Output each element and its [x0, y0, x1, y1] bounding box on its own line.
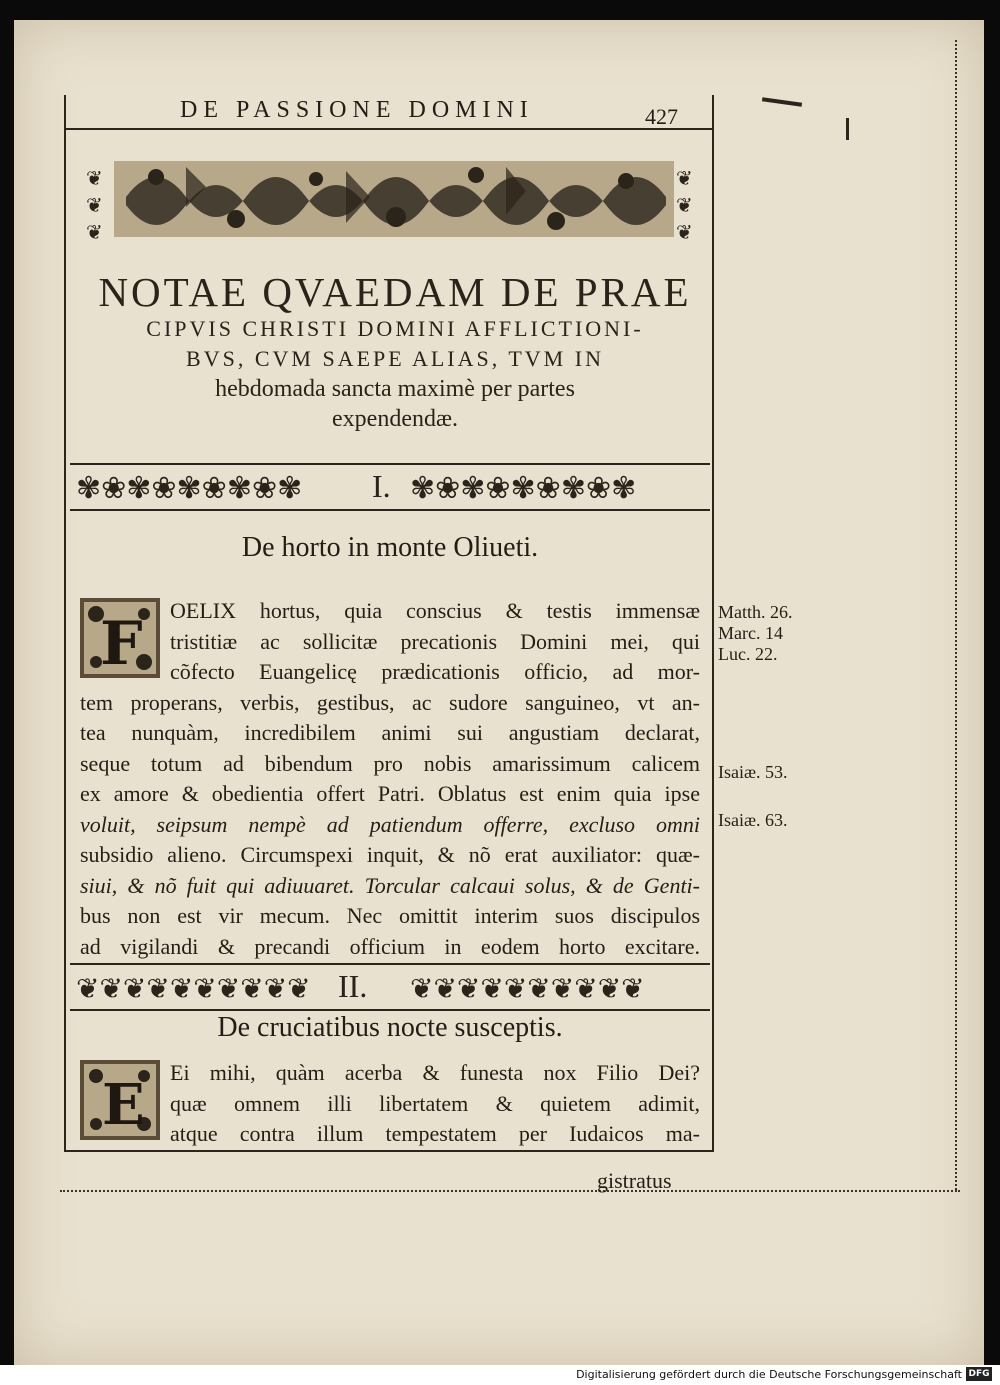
text-line: atque contra illum tempestatem per Iudaicos ma- [170, 1121, 700, 1146]
svg-text:✾❀✾❀✾❀✾❀✾: ✾❀✾❀✾❀✾❀✾ [410, 471, 637, 506]
title-line-3: BVS, CVM SAEPE ALIAS, TVM IN [186, 346, 604, 371]
text-line: tem properans, verbis, gestibus, ac sudore sanguineo, vt an- [80, 689, 700, 715]
chapter-title [70, 270, 720, 434]
decorated-initial-e [80, 1060, 160, 1140]
title-line-5: expendendæ. [332, 406, 458, 432]
title-line-4: hebdomada sancta maximè per partes [215, 376, 575, 402]
section-number-2: II. [332, 968, 373, 1005]
page-number: 427 [645, 104, 678, 129]
frame-rule-left [64, 95, 66, 1150]
section-number-1: I. [366, 468, 397, 505]
text-line: tristitiæ ac sollicitæ precationis Domini mei, qui [170, 628, 700, 654]
footer-credit: Digitalisierung gefördert durch die Deutsche Forschungsgemeinschaft [576, 1368, 962, 1381]
svg-text:❦: ❦ [676, 166, 693, 190]
text-line: tea nunquàm, incredibilem animi sui angustiam declarat, [80, 720, 700, 745]
outer-rule-bottom [60, 1190, 960, 1193]
svg-text:❦: ❦ [86, 193, 103, 217]
margin-tick [846, 118, 849, 140]
svg-text:❦❦❦❦❦❦❦❦❦❦: ❦❦❦❦❦❦❦❦❦❦ [76, 972, 311, 1005]
svg-text:❦: ❦ [676, 220, 693, 244]
text-line: voluit, seipsum nempè ad patiendum offerre, excluso omni [80, 811, 700, 837]
dfg-logo: DFG [966, 1367, 992, 1381]
decorated-initial-f [80, 598, 160, 678]
svg-text:F: F [100, 609, 143, 678]
text-line: siui, & nõ fuit qui adiuuaret. Torcular calcaui solus, & de Genti- [80, 872, 700, 898]
svg-text:❦: ❦ [86, 166, 103, 190]
section-heading-1: De horto in monte Oliueti. [241, 532, 539, 563]
text-line: Ei mihi, quàm acerba & funesta nox Filio Dei? [170, 1060, 700, 1085]
svg-text:❦: ❦ [676, 193, 693, 217]
running-head: DE PASSIONE DOMINI [180, 97, 534, 123]
text-line: OELIX hortus, quia conscius & testis immensæ [170, 598, 700, 623]
margin-note-gospels [718, 602, 793, 665]
ornamental-headpiece [86, 157, 696, 245]
frame-rule-top [64, 128, 714, 130]
ornamental-band-2 [70, 962, 710, 1012]
title-line-1: NOTAE QVAEDAM DE PRAE [98, 269, 692, 315]
text-line: cõfecto Euangelicę prædicationis officio, ad mor- [170, 659, 700, 684]
text-line: ex amore & obedientia offert Patri. Oblatus est enim quia ipse [80, 781, 700, 806]
section-heading-2: De cruciatibus nocte susceptis. [217, 1012, 563, 1043]
svg-text:❦: ❦ [86, 220, 103, 244]
title-line-2: CIPVIS CHRISTI DOMINI AFFLICTIONI- [146, 316, 644, 341]
margin-note-isaiah-53: Isaiæ. 53. [718, 762, 788, 782]
text-line: quæ omnem illi libertatem & quietem adimit, [170, 1090, 700, 1116]
outer-rule-right [955, 40, 958, 1190]
frame-rule-right [712, 95, 714, 1150]
text-line: seque totum ad bibendum pro nobis amarissimum calicem [80, 750, 700, 776]
text-line: subsidio alieno. Circumspexi inquit, & nõ erat auxiliator: quæ- [80, 842, 700, 867]
svg-text:E: E [102, 1072, 145, 1138]
section-body-2 [80, 1058, 700, 1150]
margin-note-line: Marc. 14 [718, 623, 783, 643]
margin-note-line: Luc. 22. [718, 644, 778, 664]
text-line: bus non est vir mecum. Nec omittit interim suos discipulos [80, 903, 700, 928]
margin-note-line: Matth. 26. [718, 602, 793, 622]
text-line: ad vigilandi & precandi officium in eodem horto excitare. [80, 933, 700, 959]
catchword: gistratus [597, 1168, 672, 1193]
svg-text:❦❦❦❦❦❦❦❦❦❦: ❦❦❦❦❦❦❦❦❦❦ [410, 972, 645, 1005]
frame-rule-bottom [64, 1150, 714, 1152]
section-body-1 [80, 596, 700, 962]
svg-text:✾❀✾❀✾❀✾❀✾: ✾❀✾❀✾❀✾❀✾ [76, 471, 303, 506]
margin-note-isaiah-63: Isaiæ. 63. [718, 810, 788, 830]
